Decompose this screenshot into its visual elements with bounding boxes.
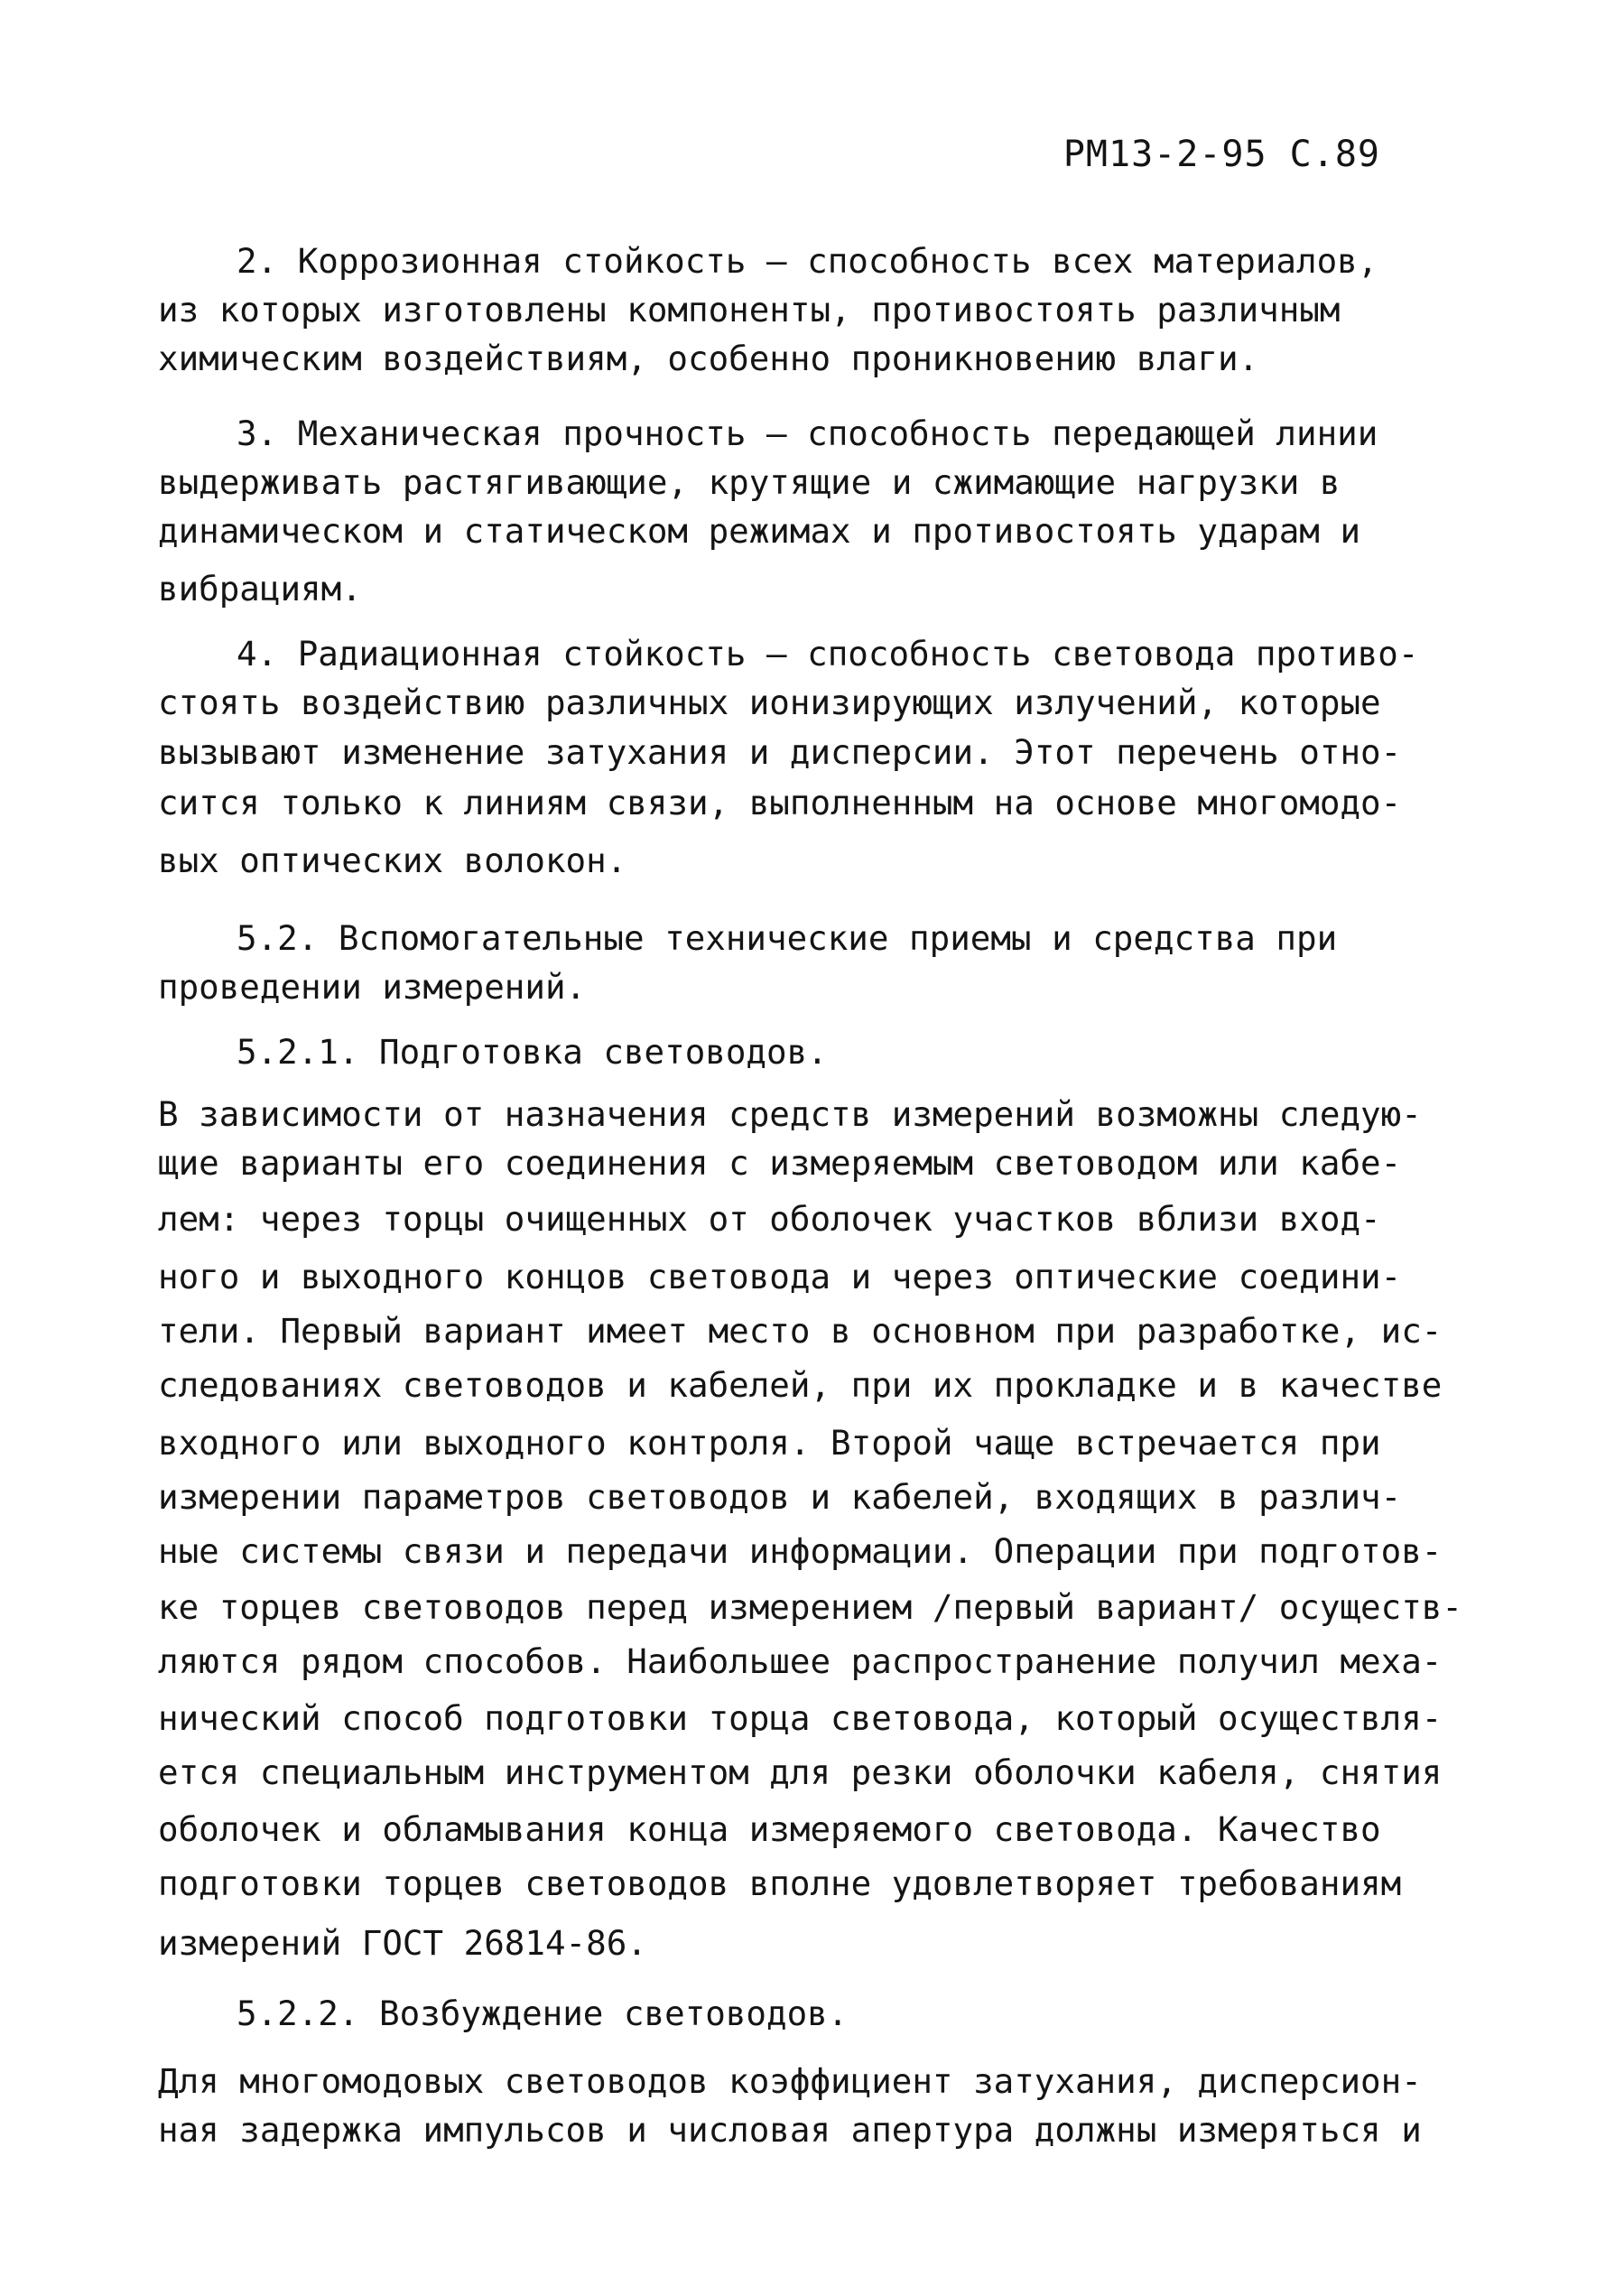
text-line: ная задержка импульсов и числовая апертура должны измеряться и — [158, 2110, 1422, 2150]
text-line: щие варианты его соединения с измеряемым световодом или кабе- — [158, 1143, 1402, 1183]
text-line: измерений ГОСТ 26814-86. — [158, 1923, 647, 1963]
text-line: вызывают изменение затухания и дисперсии. Этот перечень отно- — [158, 732, 1402, 772]
subsection-heading: 5.2.1. Подготовка световодов. — [237, 1032, 828, 1072]
text-line: химическим воздействиям, особенно проникновению влаги. — [158, 339, 1259, 378]
text-line: измерении параметров световодов и кабелей, входящих в различ- — [158, 1477, 1402, 1517]
text-line: из которых изготовлены компоненты, противостоять различным — [158, 290, 1341, 330]
page-header: РМ13-2-95 С.89 — [1063, 134, 1380, 175]
text-line: тели. Первый вариант имеет место в основном при разработке, ис- — [158, 1311, 1443, 1351]
text-line: динамическом и статическом режимах и противостоять ударам и — [158, 511, 1361, 551]
text-line: входного или выходного контроля. Второй чаще встречается при — [158, 1423, 1381, 1463]
text-line: ного и выходного концов световода и через оптические соедини- — [158, 1257, 1402, 1296]
text-line: В зависимости от назначения средств измерений возможны следую- — [158, 1094, 1422, 1134]
text-line: 3. Механическая прочность – способность передающей линии — [237, 414, 1378, 453]
text-line: выдерживать растягивающие, крутящие и сжимающие нагрузки в — [158, 462, 1341, 502]
text-line: ные системы связи и передачи информации. Операции при подготов- — [158, 1531, 1443, 1571]
text-line: 2. Коррозионная стойкость – способность всех материалов, — [237, 241, 1378, 281]
text-line: вых оптических волокон. — [158, 841, 627, 880]
text-line: оболочек и обламывания конца измеряемого световода. Качество — [158, 1809, 1381, 1849]
text-line: вибрациям. — [158, 569, 362, 609]
section-heading: проведении измерений. — [158, 967, 587, 1007]
text-line: нический способ подготовки торца световода, который осуществля- — [158, 1698, 1443, 1738]
text-line: Для многомодовых световодов коэффициент затухания, дисперсион- — [158, 2061, 1422, 2101]
section-heading: 5.2. Вспомогательные технические приемы и средства при — [237, 918, 1338, 958]
text-line: 4. Радиационная стойкость – способность световода противо- — [237, 634, 1419, 674]
text-line: ляются рядом способов. Наибольшее распространение получил меха- — [158, 1641, 1443, 1681]
text-line: ке торцев световодов перед измерением /первый вариант/ осуществ- — [158, 1587, 1462, 1627]
subsection-heading: 5.2.2. Возбуждение световодов. — [237, 1994, 849, 2033]
text-line: лем: через торцы очищенных от оболочек участков вблизи вход- — [158, 1199, 1381, 1239]
text-line: подготовки торцев световодов вполне удовлетворяет требованиям — [158, 1863, 1402, 1903]
text-line: стоять воздействию различных ионизирующих излучений, которые — [158, 683, 1381, 722]
text-line: следованиях световодов и кабелей, при их прокладке и в качестве — [158, 1365, 1443, 1405]
text-line: сится только к линиям связи, выполненным на основе многомодо- — [158, 783, 1402, 823]
text-line: ется специальным инструментом для резки оболочки кабеля, снятия — [158, 1752, 1443, 1792]
